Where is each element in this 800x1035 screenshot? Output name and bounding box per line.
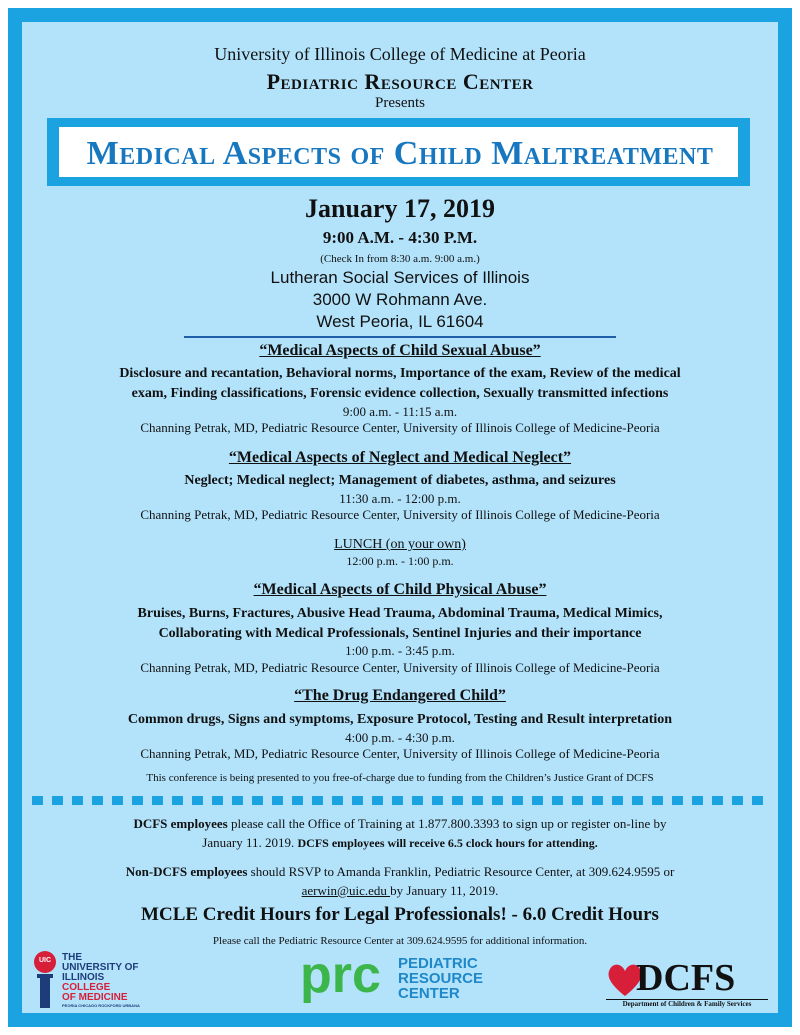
uic-logo-text: [62, 953, 140, 1009]
lunch-time: 12:00 p.m. - 1:00 p.m.: [346, 554, 454, 568]
uic-line: UNIVERSITY OF: [62, 962, 139, 973]
contact-info: Please call the Pediatric Resource Center at 309.624.9595 for additional information.: [212, 935, 588, 947]
event-date: January 17, 2019: [305, 194, 495, 223]
prc-logo-text: [398, 956, 483, 1001]
organization-name: University of Illinois College of Medicine at Peoria: [214, 44, 586, 64]
uic-line: ILLINOIS: [62, 972, 105, 983]
uic-line: COLLEGE: [62, 982, 111, 993]
dcfs-lead: DCFS employees: [133, 816, 228, 831]
mcle-credit: MCLE Credit Hours for Legal Professionals! - 6.0 Credit Hours: [141, 904, 659, 925]
session-speaker: Channing Petrak, MD, Pediatric Resource Center, University of Illinois College of Medicine-Peoria: [140, 660, 660, 675]
session-speaker: Channing Petrak, MD, Pediatric Resource Center, University of Illinois College of Medicine-Peoria: [140, 507, 660, 522]
session-description: Common drugs, Signs and symptoms, Exposure Protocol, Testing and Result interpretation: [127, 712, 673, 727]
nondcfs-lead: Non-DCFS employees: [125, 864, 248, 879]
event-title: Medical Aspects of Child Maltreatment: [86, 135, 714, 172]
session-description: exam, Finding classifications, Forensic evidence collection, Sexually transmitted infections: [131, 386, 669, 401]
divider-line: [184, 336, 616, 338]
event-time: 9:00 A.M. - 4:30 P.M.: [322, 228, 478, 247]
session-description: Neglect; Medical neglect; Management of diabetes, asthma, and seizures: [184, 473, 616, 488]
prc-line: RESOURCE: [398, 970, 484, 987]
session-title: “Medical Aspects of Child Sexual Abuse”: [259, 342, 541, 359]
dcfs-date: January 11. 2019.: [202, 835, 298, 850]
nondcfs-registration: [0, 862, 800, 900]
center-name: Pediatric Resource Center: [266, 69, 534, 94]
dcfs-text: please call the Office of Training at 1.877.800.3393 to sign up or register on-line by: [227, 816, 667, 831]
session-description: Collaborating with Medical Professionals, Sentinel Injuries and their importance: [158, 626, 642, 641]
prc-logo-icon: prc: [300, 946, 381, 1004]
lunch-title: LUNCH (on your own): [334, 537, 466, 552]
venue-street: 3000 W Rohmann Ave.: [312, 290, 488, 309]
email-link[interactable]: aerwin@uic.edu: [301, 883, 391, 898]
venue-name: Lutheran Social Services of Illinois: [270, 268, 530, 287]
dcfs-hours: DCFS employees will receive 6.5 clock hours for attending.: [297, 836, 598, 850]
dcfs-logo-subtitle: Department of Children & Family Services: [606, 999, 768, 1008]
session-time: 4:00 p.m. - 4:30 p.m.: [345, 730, 455, 745]
session-description: Disclosure and recantation, Behavioral norms, Importance of the exam, Review of the medical: [119, 366, 681, 381]
uic-line: OF MEDICINE: [62, 992, 128, 1003]
session-title: “The Drug Endangered Child”: [294, 687, 506, 704]
session-title: “Medical Aspects of Child Physical Abuse”: [253, 581, 547, 598]
dcfs-registration: [0, 814, 800, 853]
dashed-divider: [32, 796, 768, 805]
checkin-note: (Check In from 8:30 a.m. 9:00 a.m.): [320, 253, 480, 265]
session-speaker: Channing Petrak, MD, Pediatric Resource Center, University of Illinois College of Medicine-Peoria: [140, 420, 660, 435]
venue-city: West Peoria, IL 61604: [316, 312, 484, 331]
presents-label: Presents: [375, 95, 425, 111]
uic-line: PEORIA CHICAGO ROCKFORD URBANA: [62, 1003, 140, 1008]
session-time: 9:00 a.m. - 11:15 a.m.: [342, 404, 458, 419]
uic-line: THE: [62, 952, 82, 963]
dcfs-logo-text: DCFS: [636, 957, 736, 999]
nondcfs-deadline: by January 11, 2019.: [390, 883, 499, 898]
session-title: “Medical Aspects of Neglect and Medical Neglect”: [228, 449, 572, 466]
session-speaker: Channing Petrak, MD, Pediatric Resource Center, University of Illinois College of Medicine-Peoria: [140, 746, 660, 761]
session-time: 11:30 a.m. - 12:00 p.m.: [339, 491, 461, 506]
funding-note: This conference is being presented to you free-of-charge due to funding from the Children’s Justice Grant of DCFS: [146, 772, 654, 784]
prc-line: CENTER: [398, 985, 460, 1002]
uic-mark: UIC: [38, 957, 52, 964]
prc-line: PEDIATRIC: [398, 955, 478, 972]
session-time: 1:00 p.m. - 3:45 p.m.: [345, 643, 455, 658]
nondcfs-text: should RSVP to Amanda Franklin, Pediatric Resource Center, at 309.624.9595 or: [247, 864, 675, 879]
session-description: Bruises, Burns, Fractures, Abusive Head Trauma, Abdominal Trauma, Medical Mimics,: [137, 606, 663, 621]
